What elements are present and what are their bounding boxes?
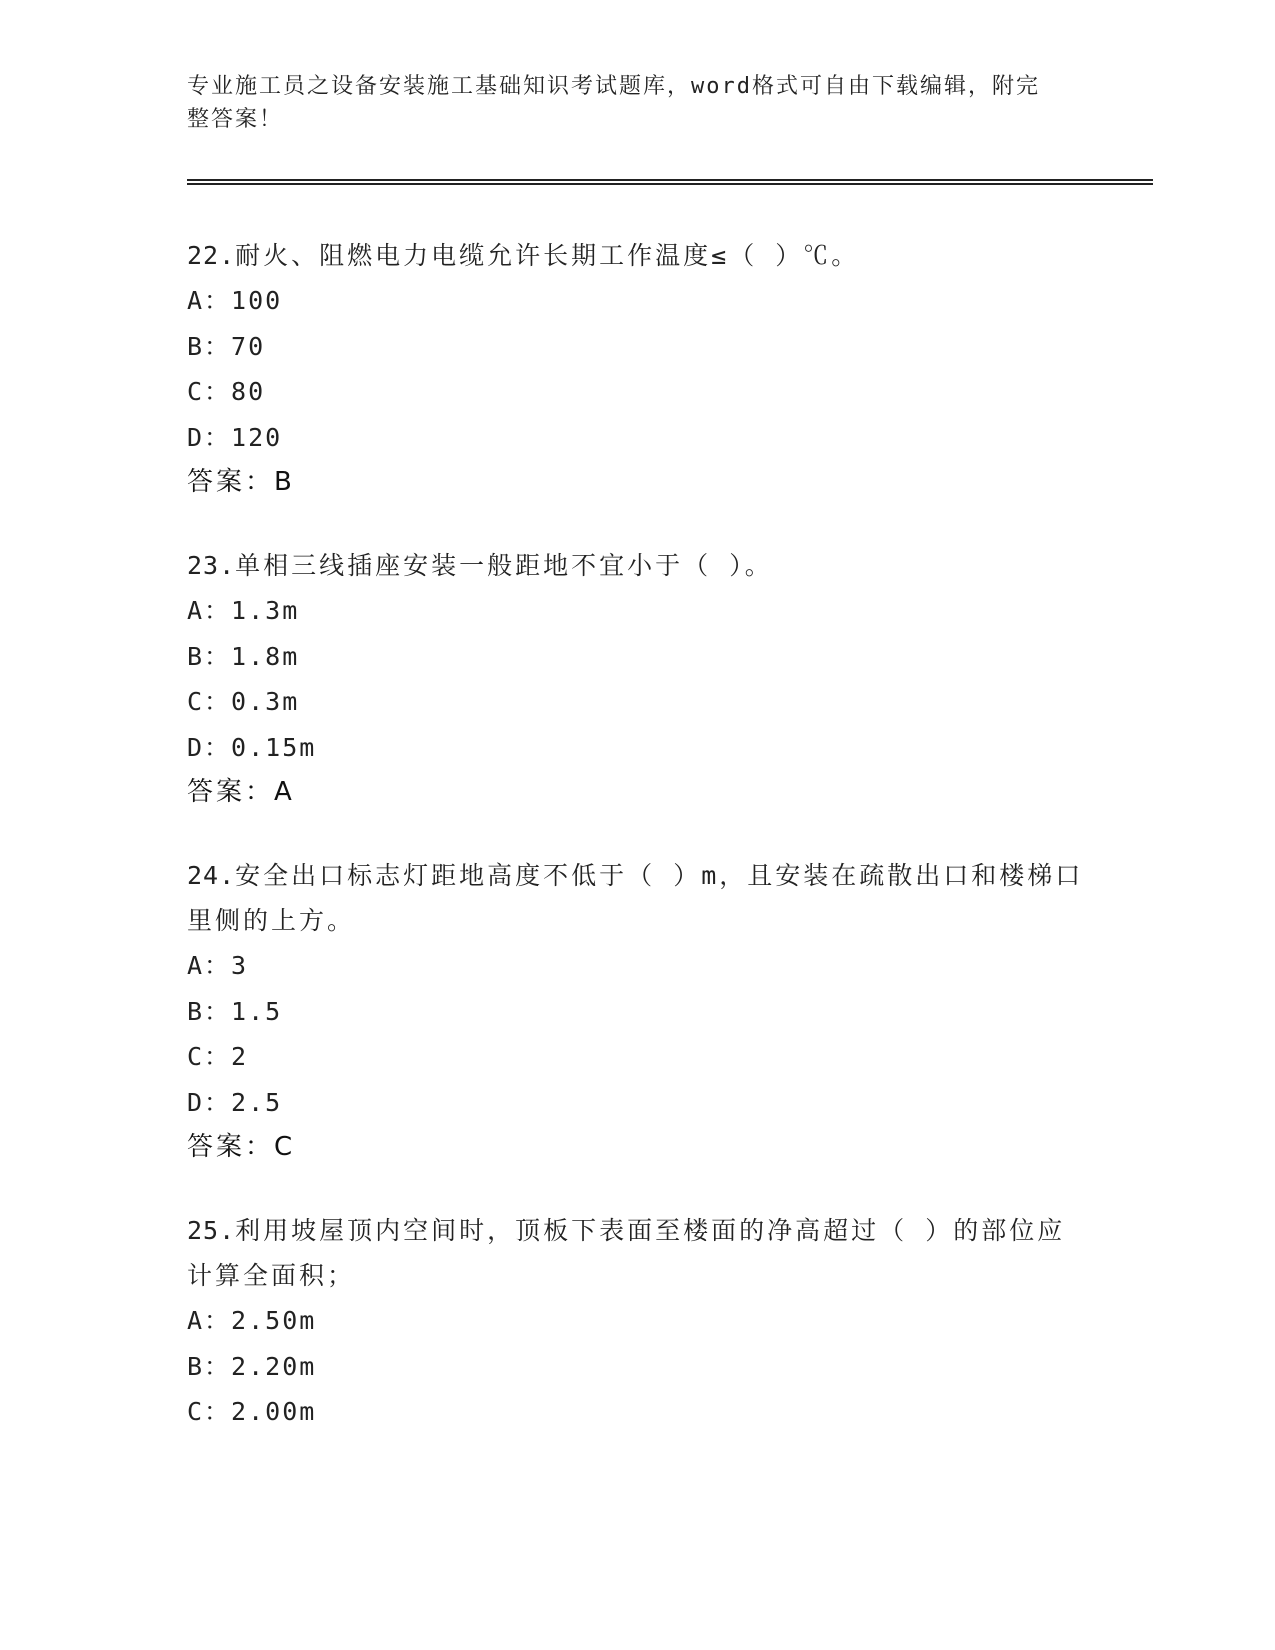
question-text: 单相三线插座安装一般距地不宜小于（ ）。 xyxy=(235,551,773,580)
option-b: B：70 xyxy=(187,331,266,361)
question-list xyxy=(187,233,1087,1473)
option-a: A：3 xyxy=(187,951,249,980)
document-header xyxy=(187,70,1067,136)
option-b: B：2.20m xyxy=(187,1351,317,1381)
question-24 xyxy=(187,853,1087,1170)
question-23 xyxy=(187,543,1087,815)
question-25 xyxy=(187,1208,1087,1435)
question-text: 利用坡屋顶内空间时，顶板下表面至楼面的净高超过（ ）的部位应计算全面积； xyxy=(187,1216,1066,1290)
option-c: C：2.00m xyxy=(187,1397,317,1426)
question-number: 24. xyxy=(187,861,236,890)
question-number: 22. xyxy=(187,241,236,270)
option-b: B：1.8m xyxy=(187,641,300,671)
option-c: C：80 xyxy=(187,377,266,406)
option-b: B：1.5 xyxy=(187,996,283,1026)
header-double-rule xyxy=(187,179,1153,185)
option-d: D：2.5 xyxy=(187,1087,283,1117)
question-text: 安全出口标志灯距地高度不低于（ ）m，且安装在疏散出口和楼梯口里侧的上方。 xyxy=(187,861,1084,935)
option-c: C：0.3m xyxy=(187,687,300,716)
option-d: D：120 xyxy=(187,422,283,452)
question-number: 23. xyxy=(187,551,236,580)
option-a: A：2.50m xyxy=(187,1306,317,1335)
question-stem xyxy=(187,543,1087,588)
question-22 xyxy=(187,233,1087,505)
question-number: 25. xyxy=(187,1216,236,1245)
option-c: C：2 xyxy=(187,1042,249,1071)
option-a: A：100 xyxy=(187,286,283,315)
header-line-2: 整答案！ xyxy=(187,107,284,132)
answer: 答案：B xyxy=(187,467,295,497)
question-stem xyxy=(187,853,1087,943)
option-a: A：1.3m xyxy=(187,596,300,625)
question-stem xyxy=(187,1208,1087,1298)
question-text: 耐火、阻燃电力电缆允许长期工作温度≤（ ）℃。 xyxy=(235,241,860,270)
answer: 答案：C xyxy=(187,1132,296,1162)
answer: 答案：A xyxy=(187,777,295,807)
option-d: D：0.15m xyxy=(187,732,317,762)
header-line-1: 专业施工员之设备安装施工基础知识考试题库，word格式可自由下载编辑，附完 xyxy=(187,74,1040,99)
question-stem xyxy=(187,233,1087,278)
